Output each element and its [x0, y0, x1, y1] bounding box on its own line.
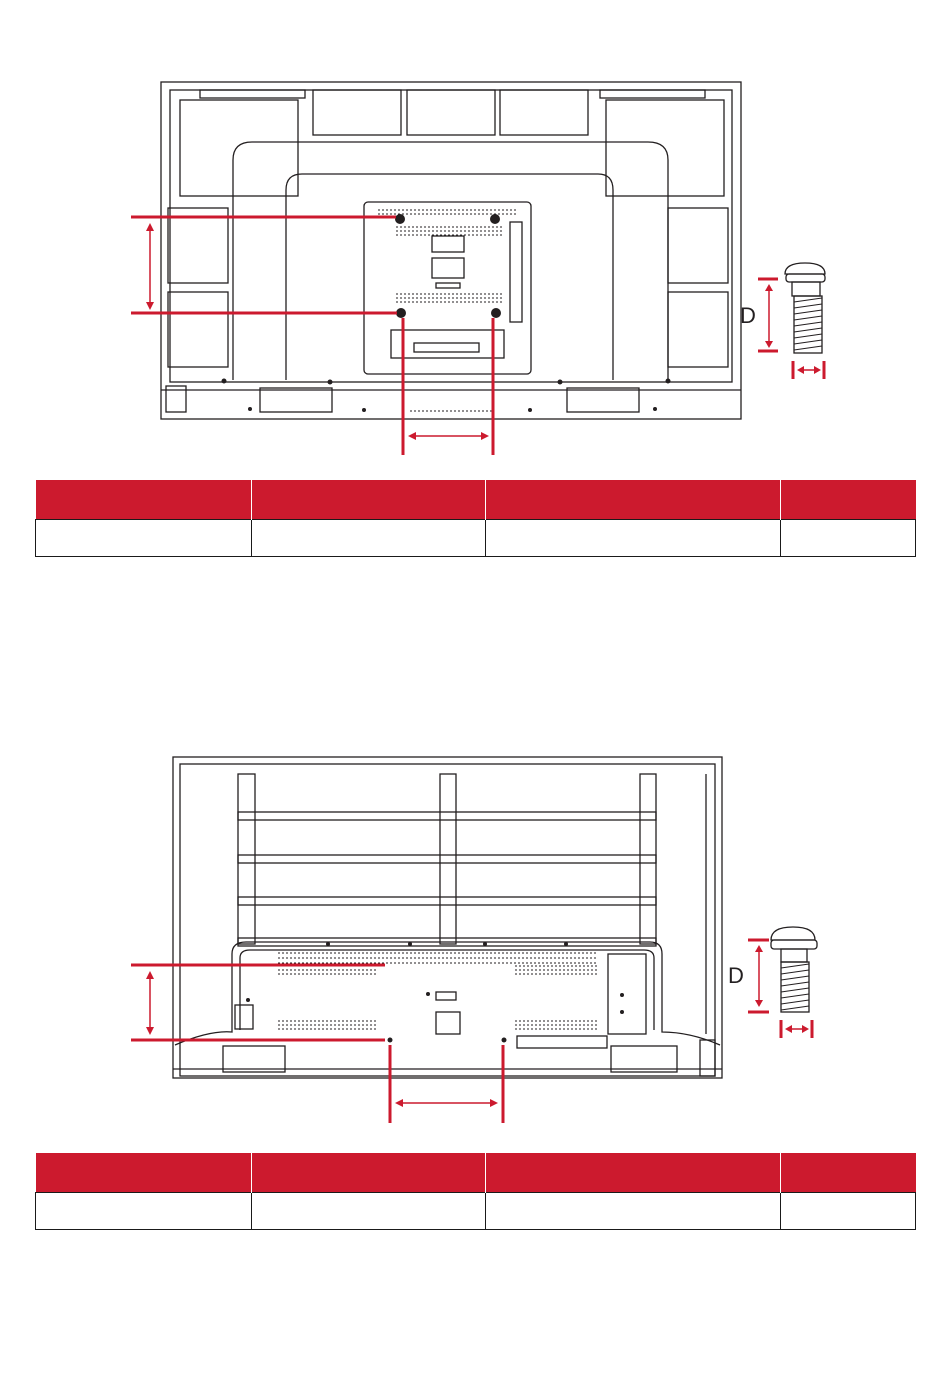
table-row	[36, 520, 916, 557]
table-cell	[486, 1193, 781, 1230]
table-header-cell	[781, 480, 916, 520]
table-header-cell	[36, 480, 252, 520]
tv-rear-diagram-1	[0, 0, 950, 470]
table-header-cell	[486, 480, 781, 520]
tv-rear-diagram-2	[0, 740, 950, 1130]
table-header-cell	[36, 1153, 252, 1193]
table-cell	[36, 1193, 252, 1230]
table-header-cell	[252, 480, 486, 520]
spec-table-2	[35, 1153, 916, 1230]
table-cell	[781, 520, 916, 557]
table-header-row	[36, 480, 916, 520]
table-row	[36, 1193, 916, 1230]
table-header-cell	[781, 1153, 916, 1193]
screw-length-label: D	[728, 963, 744, 988]
tv-rear-drawing-2	[0, 740, 950, 1130]
screw-icon	[758, 263, 825, 379]
table-header-row	[36, 1153, 916, 1193]
table-cell	[252, 520, 486, 557]
screw-length-label: D	[740, 303, 756, 328]
table-cell	[36, 520, 252, 557]
table-header-cell	[486, 1153, 781, 1193]
spec-table-1	[35, 480, 916, 557]
tv-rear-drawing-1	[0, 0, 950, 470]
table-cell	[252, 1193, 486, 1230]
table-header-cell	[252, 1153, 486, 1193]
table-cell	[486, 520, 781, 557]
table-cell	[781, 1193, 916, 1230]
screw-icon	[748, 927, 817, 1038]
